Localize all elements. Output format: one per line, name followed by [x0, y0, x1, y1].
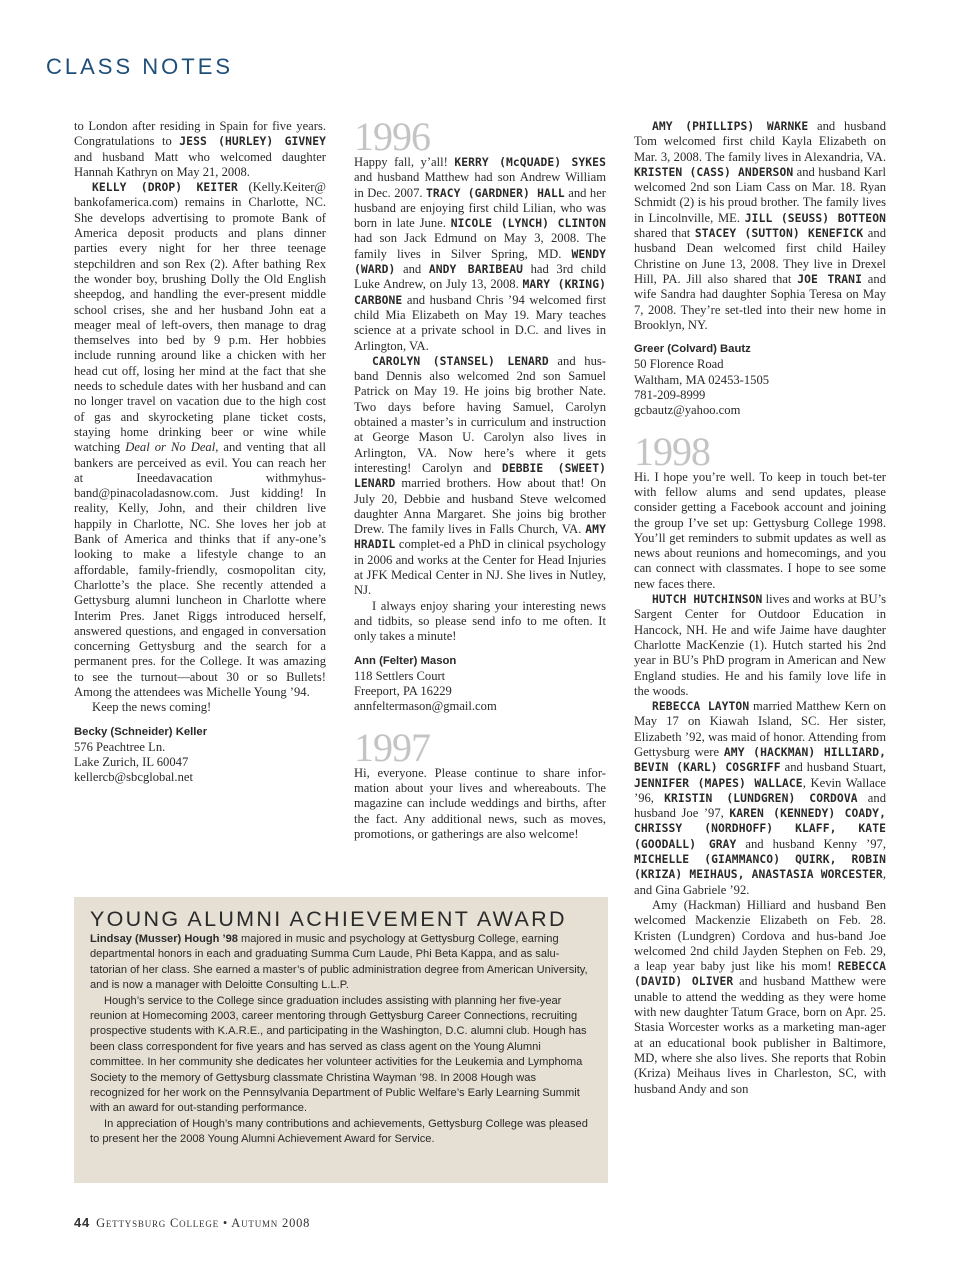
alum-name: NICOLE (LYNCH) CLINTON [450, 217, 606, 231]
young-alumni-award-box [74, 897, 608, 1183]
note-paragraph: CAROLYN (STANSEL) LENARD and hus-band Dennis also welcomed 2nd son Samuel Patrick on May 19. He joins big brother Nate. Two days before having Samuel, Carolyn obtained a master’s in curriculum and instruction at George Mason U. Carolyn also lives in Arlington, VA. Now here’s where it gets interesting! Carolyn and DEBBIE (SWEET) LENARD married brothers. How about that! On July 20, Debbie and husband Steve welcomed daughter Anna Margaret. She joins big brother Drew. The family lives in Falls Church, VA. AMY HRADIL complet-ed a PhD in clinical psychology in 2006 and works at the Center for Head Injuries at JFK Medical Center in NJ. She lives in Nutley, NJ. [354, 353, 606, 598]
note-paragraph: AMY (PHILLIPS) WARNKE and husband Tom welcomed first child Kayla Elizabeth on Mar. 3, 2008. The family lives in Alexandria, VA. KRISTEN (CASS) ANDERSON and husband Karl welcomed 2nd son Liam Cass on Mar. 18. Ryan Schmidt (2) is his proud brother. The family lives in Lincolnville, ME. JILL (SEUSS) BOTTEON shared that STACEY (SUTTON) KENEFICK and husband Dean welcomed first child Hailey Christine on June 13, 2008. They live in Drexel Hill, PA. Jill also shared that JOE TRANI and wife Sandra had daughter Sophia Teresa on May 7, 2008. They’re set-tled into their new home in Brooklyn, NY. [634, 119, 887, 332]
alum-name: CAROLYN (STANSEL) LENARD [372, 354, 549, 368]
alum-name: STACEY (SUTTON) KENEFICK [694, 227, 864, 241]
alum-name: AMY (PHILLIPS) WARNKE [652, 120, 809, 133]
note-paragraph: to London after residing in Spain for five years. Congratulations to JESS (HURLEY) GIVNEY and husband Matt who welcomed daughter Hannah Kathryn on May 21, 2008. [74, 119, 327, 179]
column-3 [634, 119, 886, 1097]
alum-name: KERRY (McQUADE) SYKES [454, 156, 606, 169]
note-paragraph: KELLY (DROP) KEITER (Kelly.Keiter@ bankofamerica.com) remains in Charlotte, NC. She develops advertising to promote Bank of America deposit products and plans dinner parties every night for her three teenage stepchildren and son Rex (2). After bathing Rex the wonder boy, brushing Dolly the Old English sheepdog, and handling the ever-present middle school crises, she and her husband John eat a meager meal of left-overs, then manage to drag themselves into bed by 9 p.m. Her hobbies include running around like a chicken with her head cut off, losing her mind at the fact that she needs to schedule dates with her husband and can no longer travel on vacation due to the high cost of gas and skyrocketing plane ticket costs, staying home drinking beer or wine while watching Deal or No Deal, and venting that all bankers are perceived as evil. You can reach her at Ineedavacation withmyhus-band@pinacoladasnow.com. Just kidding! In reality, Kelly, John, and their children live happily in Charlotte, NC. She loves her job at Bank of America and thinks that if any-one’s looking to make a lifestyle change to an affordable, family-friendly, cosmopolitan city, Charlotte’s the place. She recently attended a Gettysburg alumni luncheon in Charlotte where Interim Pres. Janet Riggs introduced herself, answered questions, and engaged in conversation concerning Gettysburg and the search for a permanent pres. for the College. It was amazing to see the turnout—about 30 or so Bullets! Among the attendees was Michelle Young ’94. [74, 180, 327, 699]
correspondent-signature: Greer (Colvard) Bautz 50 Florence Road Waltham, MA 02453-1505 781-209-8999 gcbautz@yahoo.com [634, 343, 770, 418]
alum-name: JESS (HURLEY) GIVNEY [179, 135, 327, 149]
page-number: 44 [74, 1215, 91, 1230]
section-title: CLASS NOTES [46, 54, 234, 79]
column-2 [354, 114, 606, 842]
award-paragraph: Lindsay (Musser) Hough ’98 majored in music and psychology at Gettysburg College, earning departmental honors in each and graduating Summa Cum Laude, Phi Beta Kappa, and as salu-tatorian of her class. She earned a master’s of public administration degree from American University, and is now a manager with Deloitte Consulting L.L.P. [90, 933, 588, 992]
note-paragraph: Hi. I hope you’re well. To keep in touch bet-ter with fellow alums and send updates, please consider getting a Facebook account and joining the group I’ve set up: Gettysburg College 1998. You’ll get reminders to submit updates as well as news about reunions and homecomings, and you can connect with classmates. I hope to see some new faces there. [634, 469, 886, 591]
alum-name: KRISTIN (LUNDGREN) CORDOVA [664, 791, 858, 805]
alum-name: JOE TRANI [797, 272, 862, 286]
award-title: YOUNG ALUMNI ACHIEVEMENT AWARD [90, 907, 567, 931]
alum-name: KRISTEN (CASS) ANDERSON [634, 165, 794, 179]
tv-show-title: Deal or No Deal [125, 440, 216, 455]
honoree-name: Lindsay (Musser) Hough ’98 [90, 933, 238, 945]
note-paragraph: REBECCA LAYTON married Matthew Kern on May 17 on Kiawah Island, SC. Her sister, Elizabeth ’92, was maid of honor. Attending from Gettysburg were AMY (HACKMAN) HILLIARD, BEVIN (KARL) COSGRIFF and husband Stuart, JENNIFER (MAPES) WALLACE, Kevin Wallace ’96, KRISTIN (LUNDGREN) CORDOVA and husband Joe ’97, KAREN (KENNEDY) COADY, CHRISSY (NORDHOFF) KLAFF, KATE (GOODALL) GRAY and husband Kenny ’97, MICHELLE (GIAMMANCO) QUIRK, ROBIN (KRIZA) MEIHAUS, ANASTASIA WORCESTER, and Gina Gabriele ’92. [634, 699, 887, 897]
alum-name: WENDY (WARD) [354, 247, 606, 277]
correspondent-signature: Becky (Schneider) Keller 576 Peachtree Ln. Lake Zurich, IL 60047 kellercb@sbcglobal.net [74, 725, 208, 785]
class-year-heading: 1996 [354, 114, 430, 159]
class-year-heading: 1997 [354, 724, 430, 770]
note-paragraph: HUTCH HUTCHINSON lives and works at BU’s Sargent Center for Outdoor Education in Hancock, NH. He and wife Jaime have daughter Charlotte MacKenzie (1). Hutch started his 2nd year in BU’s PhD program in American and New England studies. He and his family love life in the woods. [634, 592, 886, 698]
award-paragraph: Hough’s service to the College since graduation includes assisting with planning her five-year reunion at Homecoming 2003, career mentoring through Gettysburg Career Connections, recruiting prospective students with K.A.R.E., and participating in the Washington, D.C. alumni club. Hough has been class correspondent for five years and has served as class agent on the Young Alumni committee. In her community she dedicates her volunteer activities for the Leukemia and Lymphoma Society to the memory of Gettysburg classmate Christina Wayman ’98. In 2008 Hough was recognized for her work on the Pennsylvania Department of Public Welfare’s Early Learning Summit with an award for out-standing performance. [90, 994, 587, 1115]
alum-name: AMY (HACKMAN) HILLIARD, BEVIN (KARL) COSGRIFF [634, 745, 886, 775]
alum-name: REBECCA LAYTON [652, 700, 750, 714]
alum-name: KAREN (KENNEDY) COADY, CHRISSY (NORDHOFF) KLAFF, KATE (GOODALL) GRAY [634, 807, 886, 851]
alum-name: DEBBIE (SWEET) LENARD [354, 461, 606, 491]
note-paragraph: Amy (Hackman) Hilliard and husband Ben welcomed Mackenzie Elizabeth on Feb. 28. Kristen (Lundgren) Cordova and hus-band Joe welcomed 2nd child Jayden Stephen on Feb. 29, a leap year baby just like his mom! REBECCA (DAVID) OLIVER and husband Matthew were unable to attend the wedding as they were home with new daughter Tatum Grace, born on Apr. 25. Stasia Worcester works as a marketing man-ager at an educational book publisher in Baltimore, MD, where she also lives. She reports that Robin (Kriza) Meihaus lives in Charleston, SC, with husband Andy and son [634, 897, 886, 1096]
note-paragraph: Happy fall, y’all! KERRY (McQUADE) SYKES and husband Matthew had son Andrew William in Dec. 2007. TRACY (GARDNER) HALL and her husband are enjoying first child Lilian, who was born in late June. NICOLE (LYNCH) CLINTON had son Jack Edmund on May 3, 2008. The family lives in Silver Spring, MD. WENDY (WARD) and ANDY BARIBEAU had 3rd child Luke Andrew, on July 13, 2008. MARY (KRING) CARBONE and husband Chris ’94 welcomed first child Mia Elizabeth on May 19. Mary teaches science at a private school in D.C. and lives in Arlington, VA. [354, 155, 606, 353]
alum-name: JENNIFER (MAPES) WALLACE [634, 776, 803, 790]
alum-name: TRACY (GARDNER) HALL [426, 186, 565, 200]
award-paragraph: In appreciation of Hough’s many contributions and achievements, Gettysburg College was pleased to present her the 2008 Young Alumni Achievement Award for Service. [90, 1117, 588, 1146]
class-year-heading: 1998 [634, 428, 710, 474]
note-paragraph: I always enjoy sharing your interesting news and tidbits, so please send info to me often. It only takes a minute! [354, 598, 606, 644]
alum-name: AMY HRADIL [354, 523, 606, 552]
page-footer [74, 1215, 310, 1231]
alum-name: JILL (SEUSS) BOTTEON [744, 211, 887, 225]
alum-name: HUTCH HUTCHINSON [652, 593, 763, 607]
publication-line: Gettysburg College • Autumn 2008 [96, 1216, 311, 1230]
alum-name: MICHELLE (GIAMMANCO) QUIRK, ROBIN (KRIZA) MEIHAUS, ANASTASIA WORCESTER [634, 853, 886, 882]
award-body [90, 932, 592, 1148]
correspondent-signature: Ann (Felter) Mason 118 Settlers Court Freeport, PA 16229 annfeltermason@gmail.com [354, 654, 497, 714]
alum-name: REBECCA (DAVID) OLIVER [634, 960, 886, 989]
column-1 [74, 119, 326, 786]
note-paragraph: Hi, everyone. Please continue to share infor-mation about your lives and whereabouts. The magazine can include weddings and births, after the fact. Any additional news, such as moves, promotions, or gatherings are also welcome! [354, 765, 606, 841]
alum-name: KELLY (DROP) KEITER [92, 181, 238, 195]
alum-name: MARY (KRING) CARBONE [354, 278, 606, 307]
note-paragraph: Keep the news coming! [92, 700, 212, 715]
alum-name: ANDY BARIBEAU [428, 263, 524, 277]
